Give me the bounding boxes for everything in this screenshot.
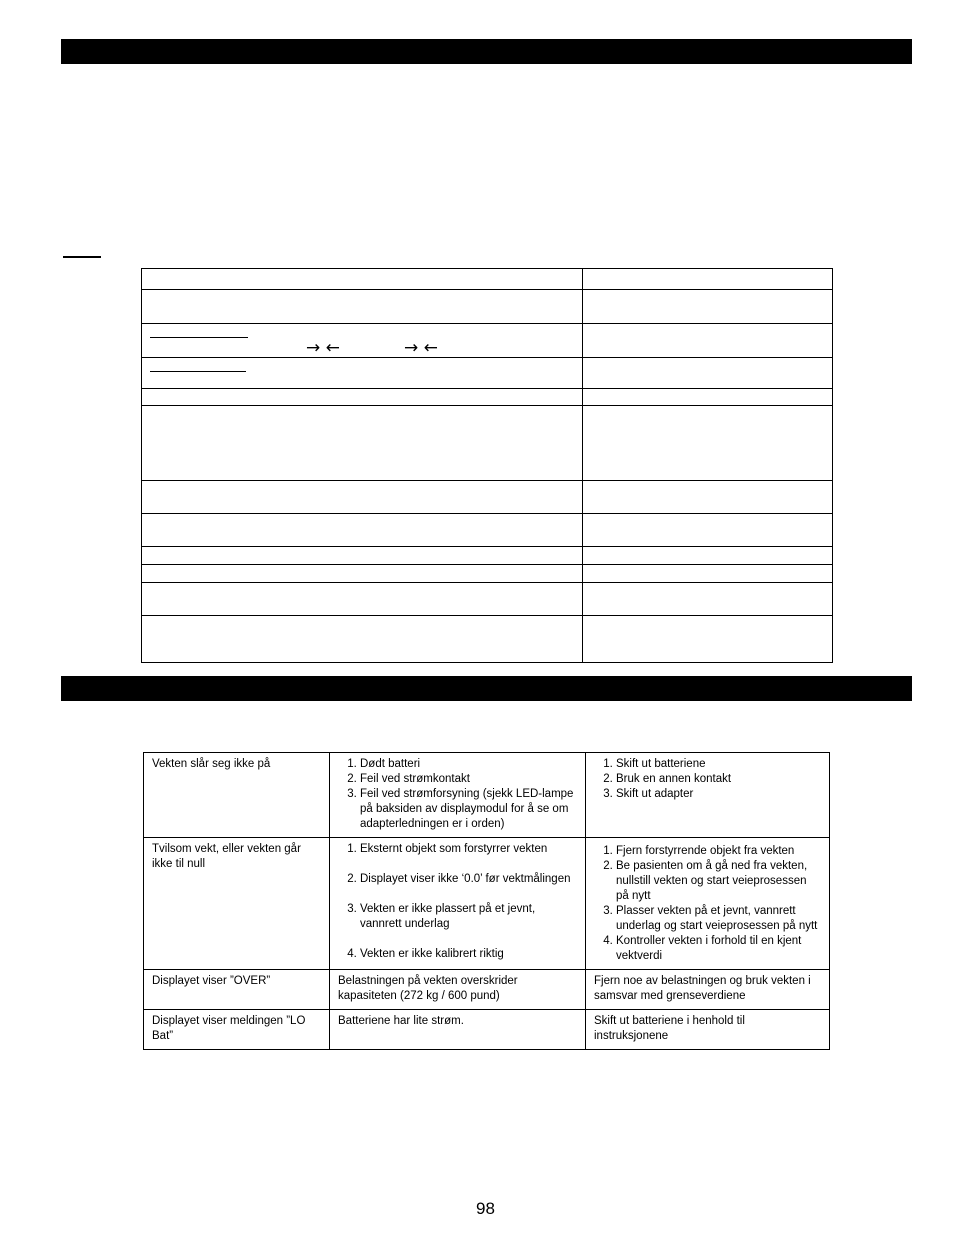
table-row (142, 358, 833, 389)
cause-cell: Belastningen på vekten overskrider kapasiteten (272 kg / 600 pund) (330, 970, 586, 1010)
arrows-symbol: → ← (306, 338, 340, 358)
arrows-symbol: → ← (404, 338, 438, 358)
cause-list (338, 757, 577, 832)
list-item: 4. Kontroller vekten i forhold til en kjent vektverdi (616, 934, 821, 964)
table-row (144, 753, 830, 838)
table-row (142, 269, 833, 290)
list-item: 1. Eksternt objekt som forstyrrer vekten (360, 842, 577, 857)
table-row (142, 389, 833, 406)
specification-table (141, 268, 833, 663)
underline-mark (150, 371, 246, 372)
table-row (142, 583, 833, 616)
list-item: 3. Vekten er ikke plassert på et jevnt, vannrett underlag (360, 902, 577, 932)
solution-cell (586, 753, 830, 838)
heading-underline (63, 256, 101, 258)
solution-cell: Fjern noe av belastningen og bruk vekten i samsvar med grenseverdiene (586, 970, 830, 1010)
page-number: 98 (476, 1199, 495, 1218)
list-item: 3. Plasser vekten på et jevnt, vannrett underlag og start veieprosessen på nytt (616, 904, 821, 934)
section-header-bar (61, 676, 912, 701)
problem-cell: Vekten slår seg ikke på (144, 753, 330, 838)
list-item: 1. Fjern forstyrrende objekt fra vekten (616, 844, 821, 859)
table-row (144, 970, 830, 1010)
table-row (142, 406, 833, 481)
list-item: 1. Dødt batteri (360, 757, 577, 772)
solution-list (594, 757, 821, 802)
table-row (142, 616, 833, 663)
solution-list (594, 844, 821, 964)
table-row (142, 324, 833, 358)
table-row (142, 565, 833, 583)
cause-list (338, 842, 577, 962)
list-item: 3. Feil ved strømforsyning (sjekk LED-lampe på baksiden av displaymodul for å se om adapterledningen er i orden) (360, 787, 577, 832)
table-row (144, 1010, 830, 1050)
cause-cell (330, 753, 586, 838)
section-header-bar (61, 39, 912, 64)
table-row (142, 547, 833, 565)
underline-mark (150, 337, 248, 338)
list-item: 2. Bruk en annen kontakt (616, 772, 821, 787)
solution-cell (586, 838, 830, 970)
problem-cell: Tvilsom vekt, eller vekten går ikke til null (144, 838, 330, 970)
table-row (142, 290, 833, 324)
list-item: 3. Skift ut adapter (616, 787, 821, 802)
cause-cell: Batteriene har lite strøm. (330, 1010, 586, 1050)
list-item: 4. Vekten er ikke kalibrert riktig (360, 947, 577, 962)
problem-cell: Displayet viser meldingen ”LO Bat” (144, 1010, 330, 1050)
table-row (142, 514, 833, 547)
problem-cell: Displayet viser ”OVER” (144, 970, 330, 1010)
cause-cell (330, 838, 586, 970)
solution-cell: Skift ut batteriene i henhold til instruksjonene (586, 1010, 830, 1050)
list-item: 2. Be pasienten om å gå ned fra vekten, nullstill vekten og start veieprosessen på nytt (616, 859, 821, 904)
list-item: 2. Feil ved strømkontakt (360, 772, 577, 787)
list-item: 1. Skift ut batteriene (616, 757, 821, 772)
list-item: 2. Displayet viser ikke ‘0.0’ før vektmålingen (360, 872, 577, 887)
table-row (144, 838, 830, 970)
troubleshooting-table (143, 752, 830, 1050)
table-row (142, 481, 833, 514)
